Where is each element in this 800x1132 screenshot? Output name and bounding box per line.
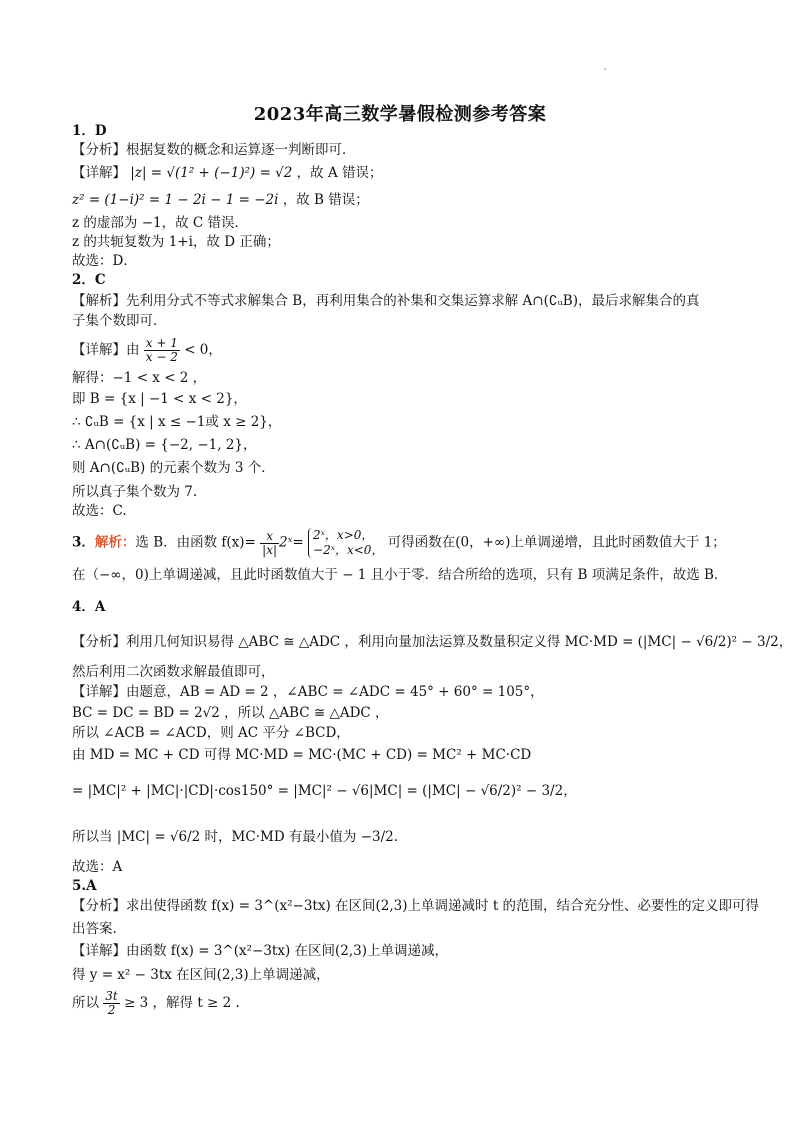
- q2-count: 则 A∩(∁ᵤB) 的元素个数为 3 个．: [72, 460, 275, 476]
- q2-number: 2．C: [72, 272, 106, 288]
- page-title: 2023年高三数学暑假检测参考答案: [253, 104, 547, 125]
- q3-fraction: [260, 530, 279, 557]
- q5-analysis-1: 【分析】求出使得函数 f(x) = 3^(x²−3tx) 在区间(2,3)上单调递减时 t 的范围，结合充分性、必要性的定义即可得: [72, 898, 760, 914]
- q1-choose: 故选：D．: [72, 253, 137, 269]
- q4-detail-4: 由 MD = MC + CD 可得 MC·MD = MC·(MC + CD) = MC² + MC·CD: [72, 747, 532, 763]
- q3-line-1: [72, 528, 742, 558]
- q4-analysis-1: 【分析】利用几何知识易得 △ABC ≅ △ADC ，利用向量加法运算及数量积定义得 MC·MD = (|MC| − √6/2)² − 3/2，: [72, 634, 793, 650]
- q4-number: 4．A: [72, 599, 106, 615]
- q3-piece-2: −2ˣ，x<0，: [313, 543, 384, 557]
- q1-detail-a-tail: ，故 A 错误；: [296, 165, 383, 181]
- q1-analysis: 【分析】根据复数的概念和运算逐一判断即可．: [72, 142, 356, 158]
- q3-piece-1: 2ˣ，x>0，: [313, 528, 374, 542]
- q2-fraction: [144, 337, 180, 364]
- q2-detail-label: 【详解】由: [72, 342, 140, 358]
- q5-detail-3-tail: ≥ 3 ，解得 t ≥ 2 .: [124, 995, 240, 1011]
- q5-detail-3-lead: 所以: [72, 995, 99, 1011]
- q4-detail-3: 所以 ∠ACB = ∠ACD，则 AC 平分 ∠BCD，: [72, 725, 350, 741]
- q3-line-2: 在（−∞，0)上单调递减，且此时函数值大于 − 1 且小于零．结合所给的选项，只有 B 项满足条件，故选 B．: [72, 567, 728, 583]
- q3-text-1a: 选 B．由函数 f(x)=: [135, 534, 256, 551]
- q1-square-formula: z² = (1−i)² = 1 − 2i − 1 = −2i: [72, 192, 279, 208]
- q5-fraction-numerator: 3t: [105, 989, 118, 1003]
- q2-analysis-1: 【解析】先利用分式不等式求解集合 B，再利用集合的补集和交集运算求解 A∩(∁ᵤB)，最后求解集合的真: [72, 293, 700, 309]
- q2-fraction-numerator: x + 1: [145, 336, 178, 350]
- q2-detail: [72, 337, 742, 364]
- q1-modulus-formula: |z| = √(1² + (−1)²) = √2: [130, 165, 293, 181]
- q2-choose: 故选：C.: [72, 503, 127, 519]
- q2-detail-tail: < 0，: [184, 342, 222, 358]
- q4-detail-2: BC = DC = BD = 2√2 ，所以 △ABC ≅ △ADC ，: [72, 705, 389, 721]
- q5-detail-2: 得 y = x² − 3tx 在区间(2,3)上单调递减，: [72, 967, 330, 983]
- q1-detail-b-tail: ，故 B 错误；: [282, 192, 369, 208]
- q3-fraction-denominator: |x|: [262, 542, 278, 557]
- q5-fraction-denominator: 2: [107, 1003, 116, 1017]
- q2-solve: 解得：−1 < x < 2 ，: [72, 370, 207, 386]
- q2-analysis-2: 子集个数即可．: [72, 313, 167, 329]
- q4-analysis-2: 然后利用二次函数求解最值即可，: [72, 664, 275, 680]
- q4-detail-1: 【详解】由题意，AB = AD = 2 ，∠ABC = ∠ADC = 45° + 60° = 105°，: [72, 684, 544, 700]
- q5-detail-1: 【详解】由函数 f(x) = 3^(x²−3tx) 在区间(2,3)上单调递减，: [72, 943, 449, 959]
- q2-set-b: 即 B = {x | −1 < x < 2}，: [72, 391, 247, 407]
- q2-proper-subsets: 所以真子集个数为 7.: [72, 484, 198, 500]
- q5-number: 5.A: [72, 878, 97, 894]
- q1-detail-d: z 的共轭复数为 1+i，故 D 正确；: [72, 234, 280, 250]
- q2-fraction-denominator: x − 2: [145, 350, 178, 364]
- q5-analysis-2: 出答案.: [72, 921, 117, 937]
- q1-detail-a: [72, 164, 742, 182]
- q2-intersection: ∴ A∩(∁ᵤB) = {−2, −1, 2}，: [72, 437, 257, 453]
- q1-number: 1．D: [72, 123, 107, 139]
- q1-detail-label: 【详解】: [72, 165, 126, 181]
- q1-detail-b: [72, 191, 742, 209]
- q5-detail-3: [72, 990, 742, 1017]
- q4-detail-6: 所以当 |MC| = √6/2 时，MC·MD 有最小值为 −3/2.: [72, 829, 399, 845]
- q3-piecewise: [308, 528, 383, 558]
- q3-analysis-tag: 解析：: [94, 534, 136, 551]
- q3-fraction-numerator: x: [260, 530, 279, 544]
- q3-text-1b: 2ˣ=: [279, 534, 304, 551]
- q2-complement-b: ∴ ∁ᵤB = {x | x ≤ −1或 x ≥ 2}，: [72, 414, 282, 430]
- q3-number: 3．: [72, 534, 95, 551]
- q3-text-1c: 可得函数在(0，+∞)上单调递增，且此时函数值大于 1；: [387, 534, 726, 551]
- q4-detail-5: = |MC|² + |MC|·|CD|·cos150° = |MC|² − √6|MC| = (|MC| − √6/2)² − 3/2，: [72, 783, 577, 799]
- q1-detail-c: z 的虚部为 −1，故 C 错误．: [72, 215, 249, 231]
- q4-choose: 故选：A: [72, 859, 123, 875]
- scan-speck: [604, 68, 606, 70]
- q5-fraction: [103, 990, 119, 1017]
